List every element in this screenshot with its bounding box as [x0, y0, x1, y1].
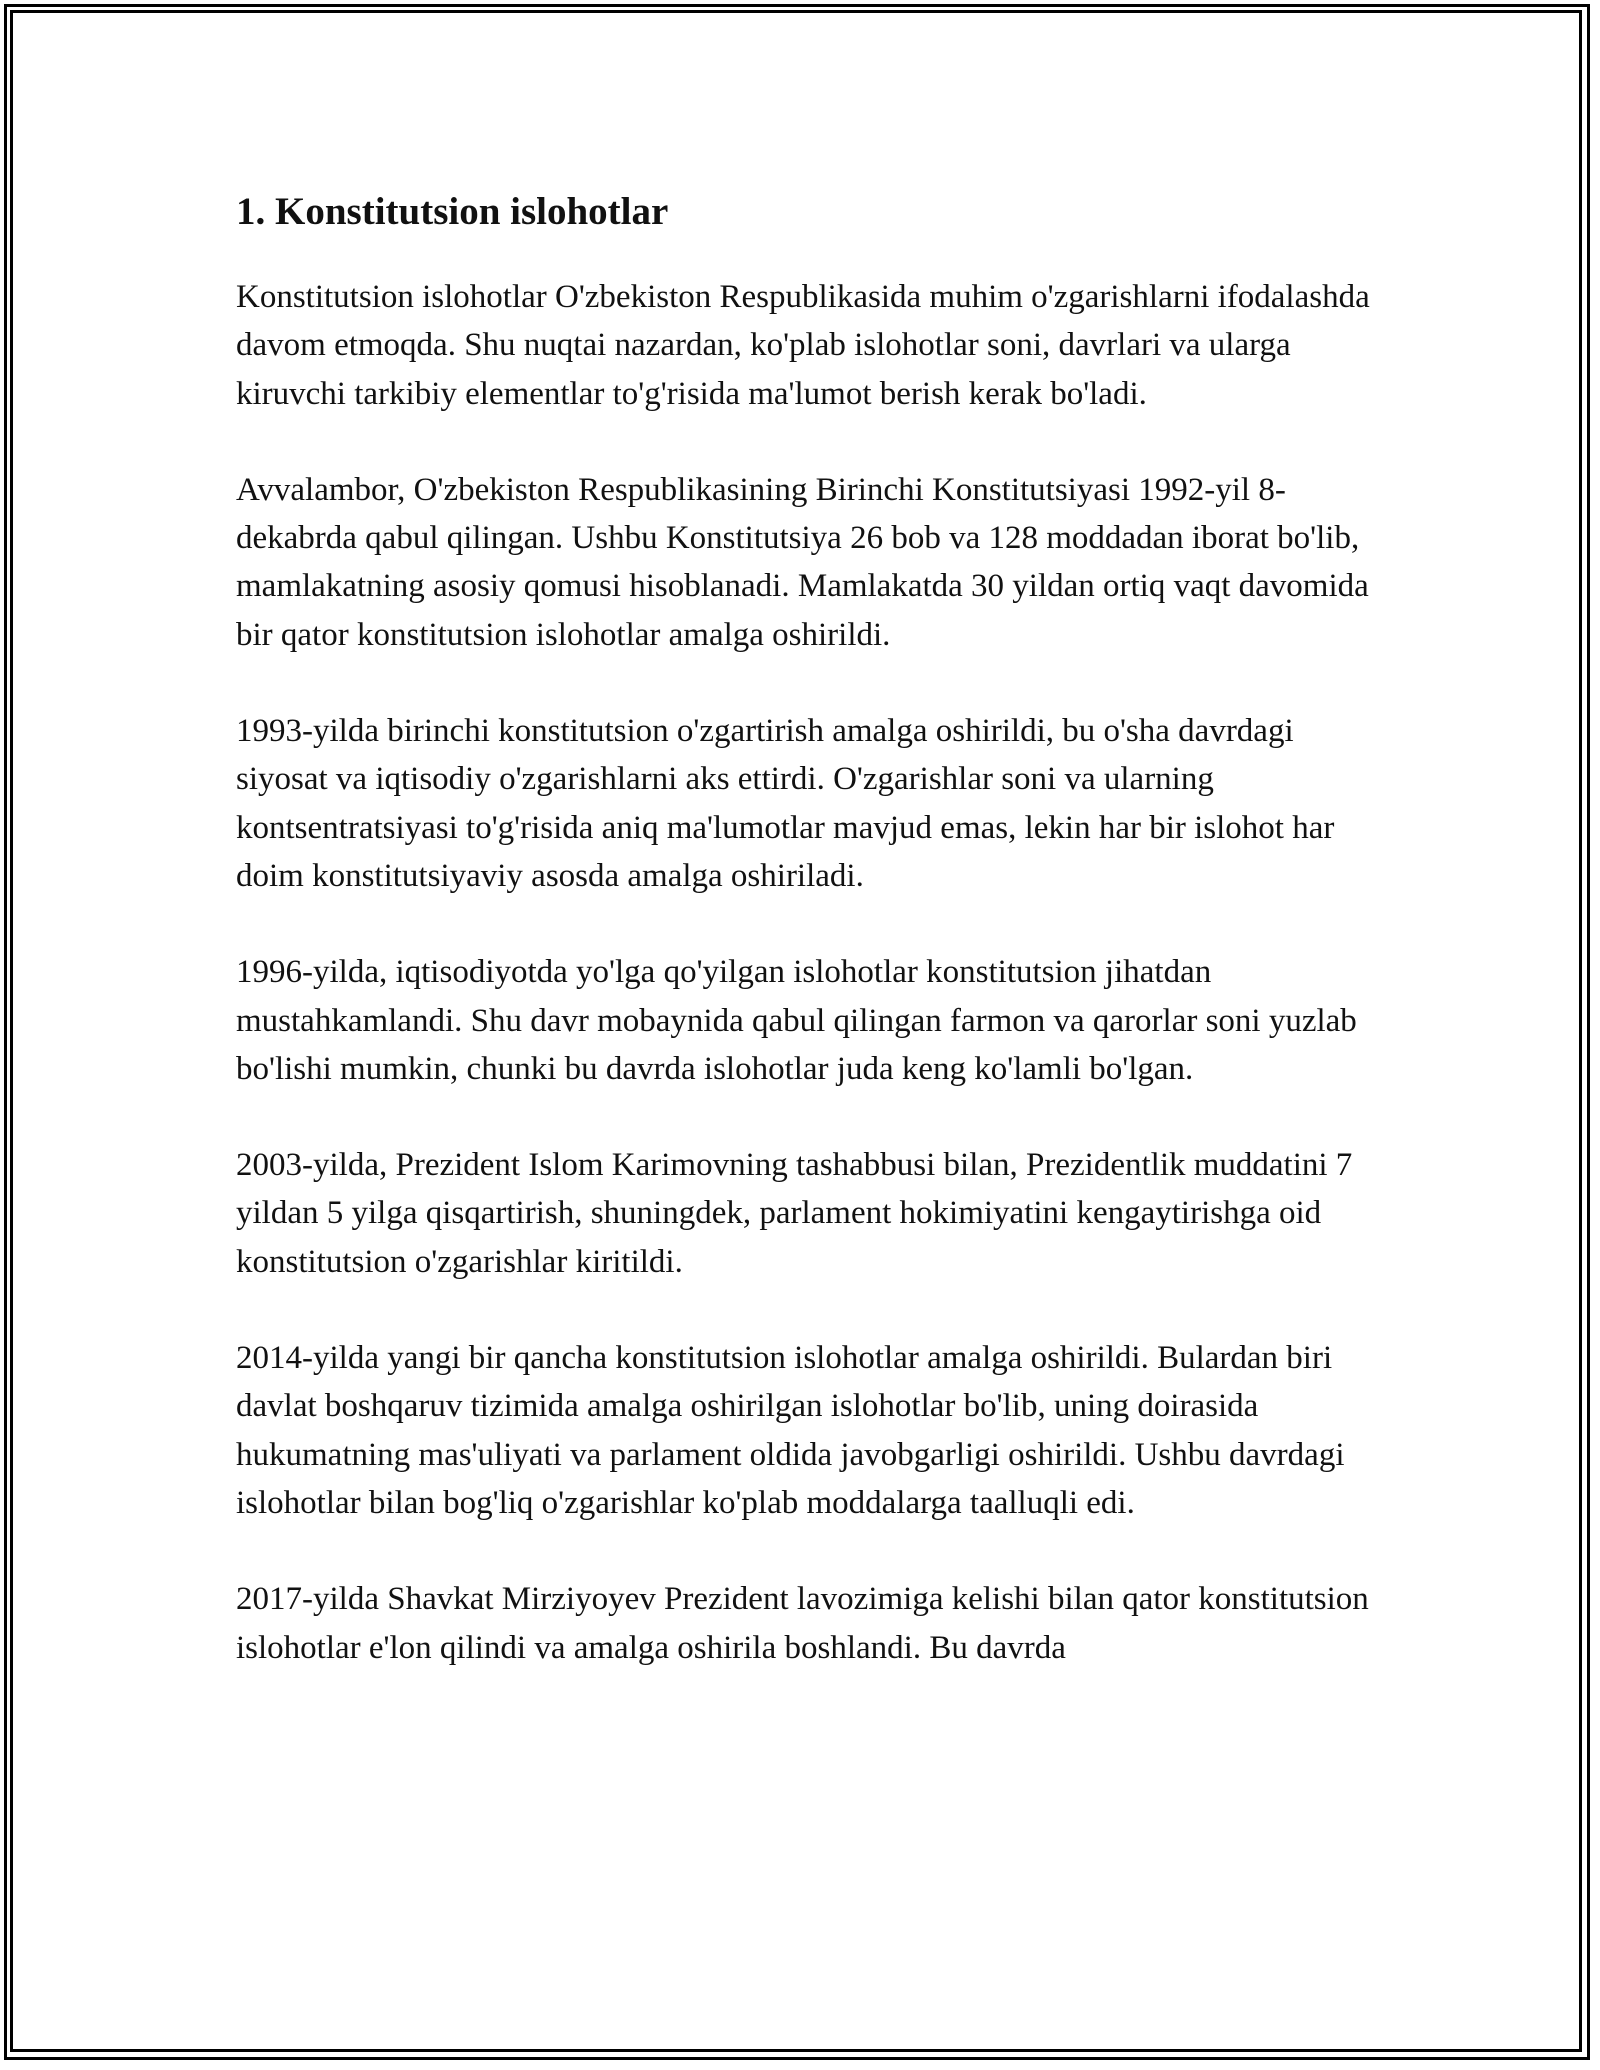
paragraph-1993: 1993-yilda birinchi konstitutsion o'zgartirish amalga oshirildi, bu o'sha davrdagi siyosat va iqtisodiy o'zgarishlarni aks ettirdi. O'zgarishlar soni va ularning kontsentratsiyasi to'g'risida aniq ma'lumotlar mavjud emas, lekin har bir islohot har doim konstitutsiyaviy asosda amalga oshiriladi. — [236, 713, 1335, 894]
paragraph-1996: 1996-yilda, iqtisodiyotda yo'lga qo'yilgan islohotlar konstitutsion jihatdan mustahkamlandi. Shu davr mobaynida qabul qilingan farmon va qarorlar soni yuzlab bo'lishi mumkin, chunki bu davrda islohotlar juda keng ko'lamli bo'lgan. — [236, 954, 1357, 1087]
paragraph-1992-constitution: Avvalambor, O'zbekiston Respublikasining Birinchi Konstitutsiyasi 1992-yil 8-dekabrda qabul qilingan. Ushbu Konstitutsiya 26 bob va 128 moddadan iborat bo'lib, mamlakatning asosiy qomusi hisoblanadi. Mamlakatda 30 yildan ortiq vaqt davomida bir qator konstitutsion islohotlar amalga oshirildi. — [236, 471, 1369, 653]
paragraph-intro: Konstitutsion islohotlar O'zbekiston Respublikasida muhim o'zgarishlarni ifodalashda davom etmoqda. Shu nuqtai nazardan, ko'plab islohotlar soni, davrlari va ularga kiruvchi tarkibiy elementlar to'g'risida ma'lumot berish kerak bo'ladi. — [236, 279, 1370, 412]
paragraph-2003: 2003-yilda, Prezident Islom Karimovning tashabbusi bilan, Prezidentlik muddatini 7 yildan 5 yilga qisqartirish, shuningdek, parlament hokimiyatini kengaytirishga oid konstitutsion o'zgarishlar kiritildi. — [236, 1147, 1353, 1280]
paragraph-2017: 2017-yilda Shavkat Mirziyoyev Prezident lavozimiga kelishi bilan qator konstitutsion islohotlar e'lon qilindi va amalga oshirila boshlandi. Bu davrda — [236, 1581, 1369, 1666]
document-body — [236, 187, 1376, 1720]
section-title: 1. Konstitutsion islohotlar — [236, 190, 669, 233]
paragraph-2014: 2014-yilda yangi bir qancha konstitutsion islohotlar amalga oshirildi. Bulardan biri davlat boshqaruv tizimida amalga oshirilgan islohotlar bo'lib, uning doirasida hukumatning mas'uliyati va parlament oldida javobgarligi oshirildi. Ushbu davrdagi islohotlar bilan bog'liq o'zgarishlar ko'plab moddalarga taalluqli edi. — [236, 1340, 1345, 1521]
